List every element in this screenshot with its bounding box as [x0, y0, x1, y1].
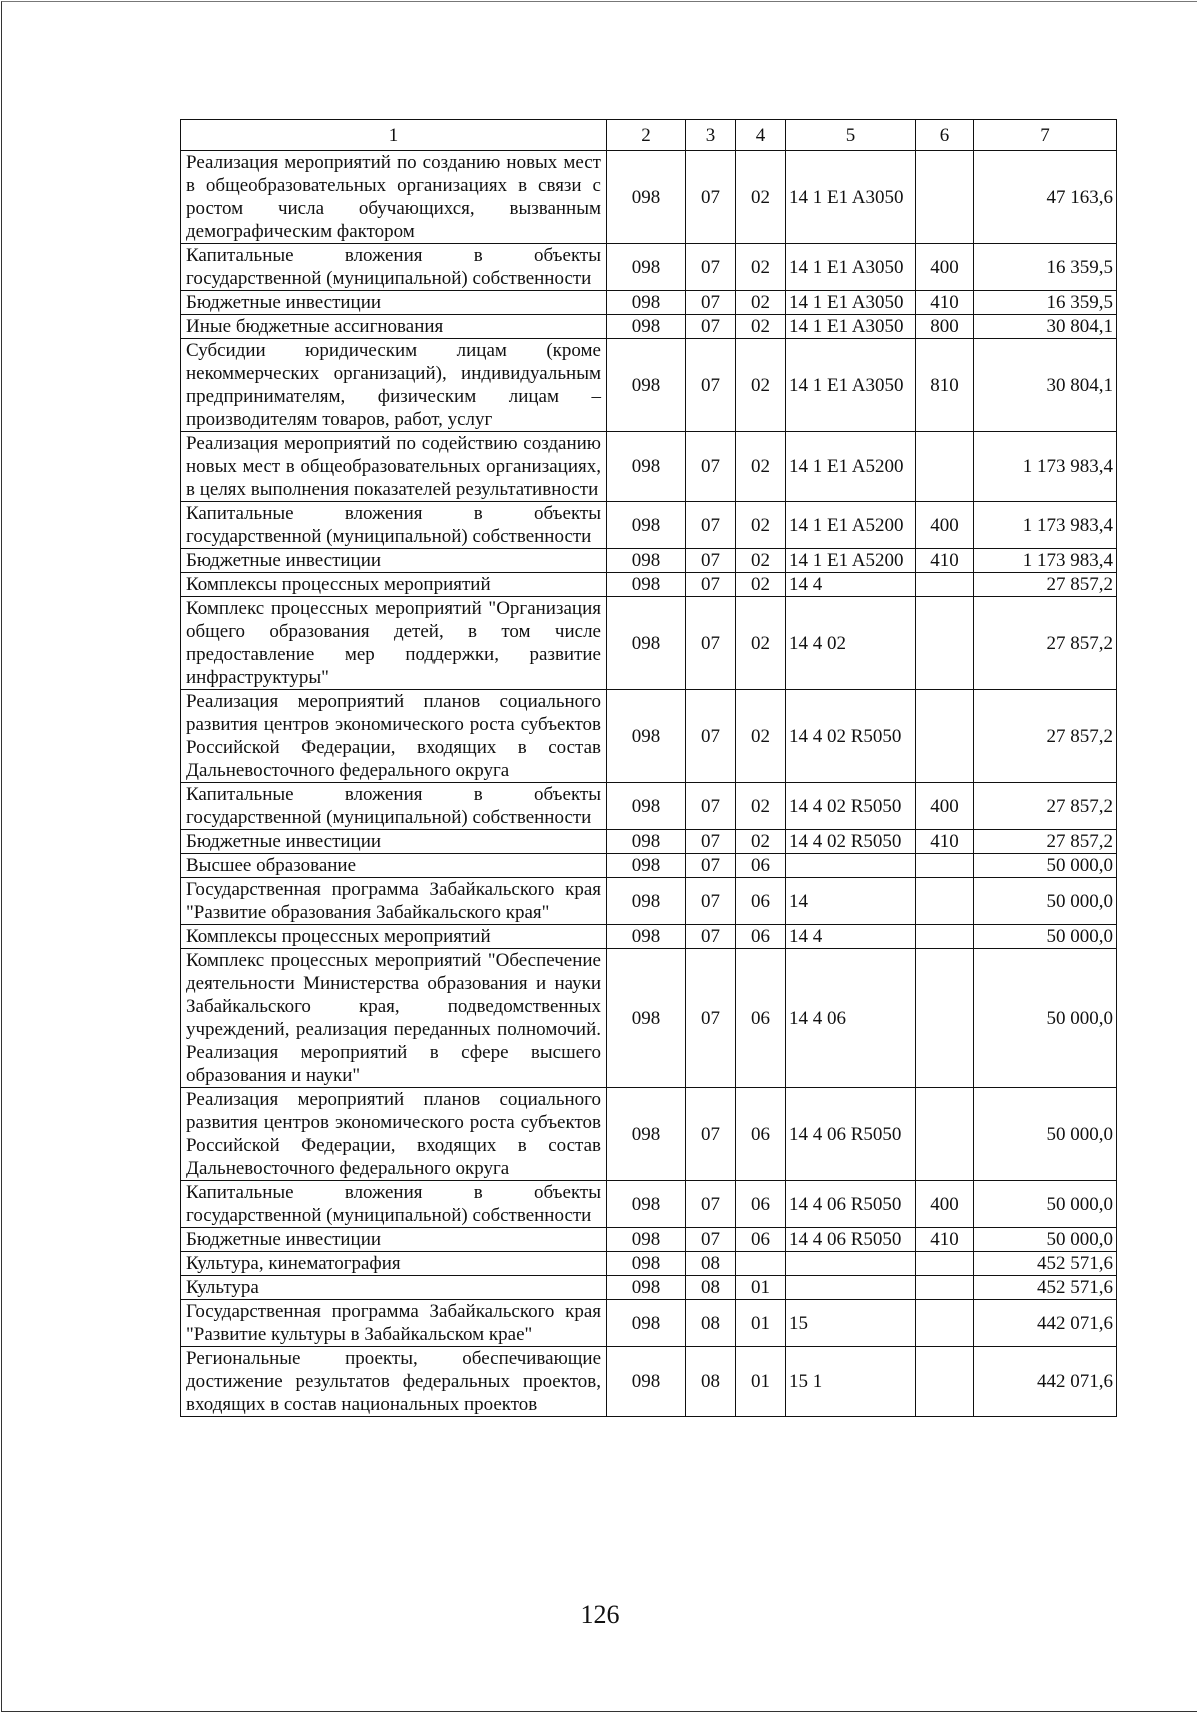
row-name: Комплексы процессных мероприятий	[181, 573, 607, 597]
row-name: Комплексы процессных мероприятий	[181, 925, 607, 949]
row-name: Реализация мероприятий по созданию новых мест в общеобразовательных организациях в связи с ростом числа обучающихся, вызванным демографическим фактором	[181, 151, 607, 244]
row-expense-type	[916, 1276, 974, 1300]
table-row	[181, 1181, 1117, 1228]
row-amount: 452 571,6	[974, 1252, 1117, 1276]
row-ministry-code: 098	[607, 1181, 686, 1228]
row-name: Иные бюджетные ассигнования	[181, 315, 607, 339]
row-subsection-code: 02	[736, 690, 786, 783]
table-row	[181, 1347, 1117, 1417]
row-section-code: 07	[686, 151, 736, 244]
row-expense-type	[916, 854, 974, 878]
row-name: Культура, кинематография	[181, 1252, 607, 1276]
row-name: Бюджетные инвестиции	[181, 291, 607, 315]
row-expense-type	[916, 878, 974, 925]
table-row	[181, 573, 1117, 597]
row-amount: 452 571,6	[974, 1276, 1117, 1300]
table-row	[181, 949, 1117, 1088]
row-ministry-code: 098	[607, 315, 686, 339]
row-amount: 27 857,2	[974, 573, 1117, 597]
row-expense-type	[916, 690, 974, 783]
row-target-article: 14 1 E1 A5200	[786, 502, 916, 549]
row-name: Капитальные вложения в объекты государственной (муниципальной) собственности	[181, 783, 607, 830]
budget-table	[180, 119, 1117, 1417]
row-target-article: 15 1	[786, 1347, 916, 1417]
row-subsection-code: 01	[736, 1300, 786, 1347]
row-amount: 50 000,0	[974, 1228, 1117, 1252]
header-col-3: 3	[686, 120, 736, 151]
row-section-code: 08	[686, 1252, 736, 1276]
row-ministry-code: 098	[607, 690, 686, 783]
row-section-code: 07	[686, 432, 736, 502]
table-row	[181, 1088, 1117, 1181]
row-ministry-code: 098	[607, 1088, 686, 1181]
row-section-code: 07	[686, 1088, 736, 1181]
row-expense-type	[916, 1347, 974, 1417]
row-subsection-code: 06	[736, 949, 786, 1088]
header-col-6: 6	[916, 120, 974, 151]
row-expense-type: 410	[916, 830, 974, 854]
row-expense-type	[916, 432, 974, 502]
row-amount: 1 173 983,4	[974, 502, 1117, 549]
row-target-article	[786, 1252, 916, 1276]
row-name: Капитальные вложения в объекты государственной (муниципальной) собственности	[181, 1181, 607, 1228]
row-subsection-code: 06	[736, 925, 786, 949]
row-expense-type: 400	[916, 244, 974, 291]
row-ministry-code: 098	[607, 573, 686, 597]
row-name: Региональные проекты, обеспечивающие достижение результатов федеральных проектов, входящих в состав национальных проектов	[181, 1347, 607, 1417]
row-ministry-code: 098	[607, 925, 686, 949]
row-amount: 16 359,5	[974, 244, 1117, 291]
row-amount: 27 857,2	[974, 690, 1117, 783]
row-section-code: 07	[686, 1228, 736, 1252]
row-section-code: 07	[686, 690, 736, 783]
row-ministry-code: 098	[607, 502, 686, 549]
page-number: 126	[580, 1600, 620, 1629]
table-row	[181, 1228, 1117, 1252]
row-name: Капитальные вложения в объекты государственной (муниципальной) собственности	[181, 502, 607, 549]
table-row	[181, 151, 1117, 244]
table-row	[181, 783, 1117, 830]
row-subsection-code: 02	[736, 783, 786, 830]
row-target-article: 14 4 06 R5050	[786, 1088, 916, 1181]
row-subsection-code: 02	[736, 573, 786, 597]
row-amount: 442 071,6	[974, 1300, 1117, 1347]
row-ministry-code: 098	[607, 1300, 686, 1347]
row-section-code: 08	[686, 1300, 736, 1347]
row-subsection-code: 02	[736, 597, 786, 690]
row-section-code: 07	[686, 830, 736, 854]
table-row	[181, 854, 1117, 878]
row-amount: 47 163,6	[974, 151, 1117, 244]
row-ministry-code: 098	[607, 783, 686, 830]
row-subsection-code: 02	[736, 502, 786, 549]
row-name: Капитальные вложения в объекты государственной (муниципальной) собственности	[181, 244, 607, 291]
row-ministry-code: 098	[607, 830, 686, 854]
row-expense-type	[916, 1252, 974, 1276]
row-amount: 30 804,1	[974, 315, 1117, 339]
row-section-code: 07	[686, 291, 736, 315]
table-row	[181, 1300, 1117, 1347]
row-ministry-code: 098	[607, 151, 686, 244]
row-target-article: 14 4 02	[786, 597, 916, 690]
row-subsection-code: 06	[736, 1088, 786, 1181]
row-expense-type	[916, 949, 974, 1088]
row-target-article: 14 1 E1 A3050	[786, 244, 916, 291]
row-name: Бюджетные инвестиции	[181, 1228, 607, 1252]
row-section-code: 07	[686, 949, 736, 1088]
row-amount: 50 000,0	[974, 949, 1117, 1088]
row-target-article: 14 4 06 R5050	[786, 1228, 916, 1252]
table-row	[181, 690, 1117, 783]
table-row	[181, 830, 1117, 854]
row-name: Реализация мероприятий планов социального развития центров экономического роста субъектов Российской Федерации, входящих в состав Дальневосточного федерального округа	[181, 1088, 607, 1181]
header-col-1: 1	[181, 120, 607, 151]
table-row	[181, 1252, 1117, 1276]
row-ministry-code: 098	[607, 1228, 686, 1252]
row-subsection-code: 01	[736, 1276, 786, 1300]
row-ministry-code: 098	[607, 949, 686, 1088]
row-subsection-code: 06	[736, 1228, 786, 1252]
table-row	[181, 291, 1117, 315]
row-section-code: 07	[686, 502, 736, 549]
row-ministry-code: 098	[607, 1276, 686, 1300]
row-subsection-code: 02	[736, 830, 786, 854]
row-subsection-code: 02	[736, 244, 786, 291]
row-ministry-code: 098	[607, 1347, 686, 1417]
row-target-article	[786, 854, 916, 878]
row-section-code: 07	[686, 573, 736, 597]
row-target-article: 14 1 E1 A3050	[786, 339, 916, 432]
row-section-code: 07	[686, 244, 736, 291]
row-target-article: 15	[786, 1300, 916, 1347]
row-expense-type	[916, 151, 974, 244]
row-target-article: 14 4 06 R5050	[786, 1181, 916, 1228]
row-target-article: 14 4 06	[786, 949, 916, 1088]
row-expense-type: 410	[916, 1228, 974, 1252]
row-amount: 50 000,0	[974, 1088, 1117, 1181]
header-col-5: 5	[786, 120, 916, 151]
header-row	[181, 120, 1117, 151]
row-section-code: 07	[686, 783, 736, 830]
row-section-code: 07	[686, 925, 736, 949]
row-name: Комплекс процессных мероприятий "Организация общего образования детей, в том числе предоставление мер поддержки, развитие инфраструктуры"	[181, 597, 607, 690]
row-ministry-code: 098	[607, 549, 686, 573]
row-expense-type: 810	[916, 339, 974, 432]
table-row	[181, 315, 1117, 339]
row-target-article: 14 4 02 R5050	[786, 690, 916, 783]
row-amount: 27 857,2	[974, 783, 1117, 830]
row-expense-type: 410	[916, 291, 974, 315]
row-subsection-code: 06	[736, 1181, 786, 1228]
row-subsection-code: 02	[736, 315, 786, 339]
row-section-code: 07	[686, 597, 736, 690]
row-target-article: 14 1 E1 A5200	[786, 549, 916, 573]
row-section-code: 08	[686, 1347, 736, 1417]
row-amount: 50 000,0	[974, 925, 1117, 949]
row-ministry-code: 098	[607, 854, 686, 878]
row-amount: 50 000,0	[974, 878, 1117, 925]
row-subsection-code: 01	[736, 1347, 786, 1417]
row-subsection-code: 06	[736, 854, 786, 878]
row-amount: 27 857,2	[974, 597, 1117, 690]
row-expense-type: 410	[916, 549, 974, 573]
row-section-code: 08	[686, 1276, 736, 1300]
row-target-article: 14	[786, 878, 916, 925]
row-name: Комплекс процессных мероприятий "Обеспечение деятельности Министерства образования и науки Забайкальского края, подведомственных учреждений, реализация переданных полномочий. Реализация мероприятий в сфере высшего образования и науки"	[181, 949, 607, 1088]
row-target-article: 14 1 E1 A3050	[786, 291, 916, 315]
table-row	[181, 1276, 1117, 1300]
header-col-2: 2	[607, 120, 686, 151]
row-target-article: 14 1 E1 A3050	[786, 151, 916, 244]
row-subsection-code: 02	[736, 151, 786, 244]
row-expense-type	[916, 1300, 974, 1347]
row-section-code: 07	[686, 549, 736, 573]
table-row	[181, 549, 1117, 573]
row-name: Реализация мероприятий по содействию созданию новых мест в общеобразовательных организациях, в целях выполнения показателей результативности	[181, 432, 607, 502]
row-expense-type: 400	[916, 502, 974, 549]
row-section-code: 07	[686, 339, 736, 432]
table-row	[181, 925, 1117, 949]
row-section-code: 07	[686, 854, 736, 878]
row-target-article	[786, 1276, 916, 1300]
row-expense-type	[916, 925, 974, 949]
row-expense-type: 400	[916, 1181, 974, 1228]
row-expense-type	[916, 573, 974, 597]
row-expense-type: 400	[916, 783, 974, 830]
row-name: Культура	[181, 1276, 607, 1300]
row-target-article: 14 1 E1 A3050	[786, 315, 916, 339]
row-amount: 16 359,5	[974, 291, 1117, 315]
row-amount: 27 857,2	[974, 830, 1117, 854]
row-target-article: 14 4 02 R5050	[786, 830, 916, 854]
row-name: Государственная программа Забайкальского края "Развитие культуры в Забайкальском крае"	[181, 1300, 607, 1347]
row-amount: 50 000,0	[974, 854, 1117, 878]
row-amount: 1 173 983,4	[974, 549, 1117, 573]
row-expense-type: 800	[916, 315, 974, 339]
row-subsection-code: 02	[736, 291, 786, 315]
row-name: Субсидии юридическим лицам (кроме некоммерческих организаций), индивидуальным предпринимателям, физическим лицам – производителям товаров, работ, услуг	[181, 339, 607, 432]
row-ministry-code: 098	[607, 291, 686, 315]
row-amount: 1 173 983,4	[974, 432, 1117, 502]
table-row	[181, 597, 1117, 690]
row-amount: 30 804,1	[974, 339, 1117, 432]
row-section-code: 07	[686, 878, 736, 925]
row-ministry-code: 098	[607, 432, 686, 502]
row-name: Бюджетные инвестиции	[181, 830, 607, 854]
header-col-7: 7	[974, 120, 1117, 151]
row-ministry-code: 098	[607, 339, 686, 432]
row-subsection-code: 02	[736, 339, 786, 432]
row-section-code: 07	[686, 315, 736, 339]
row-target-article: 14 1 E1 A5200	[786, 432, 916, 502]
table-row	[181, 244, 1117, 291]
row-subsection-code: 02	[736, 432, 786, 502]
row-ministry-code: 098	[607, 878, 686, 925]
row-target-article: 14 4	[786, 925, 916, 949]
table-row	[181, 432, 1117, 502]
row-subsection-code: 06	[736, 878, 786, 925]
table-row	[181, 878, 1117, 925]
row-ministry-code: 098	[607, 597, 686, 690]
row-name: Государственная программа Забайкальского края "Развитие образования Забайкальского края"	[181, 878, 607, 925]
row-ministry-code: 098	[607, 1252, 686, 1276]
row-subsection-code	[736, 1252, 786, 1276]
row-ministry-code: 098	[607, 244, 686, 291]
row-amount: 442 071,6	[974, 1347, 1117, 1417]
table-row	[181, 502, 1117, 549]
row-expense-type	[916, 1088, 974, 1181]
row-name: Высшее образование	[181, 854, 607, 878]
row-target-article: 14 4 02 R5050	[786, 783, 916, 830]
row-section-code: 07	[686, 1181, 736, 1228]
table-row	[181, 339, 1117, 432]
row-amount: 50 000,0	[974, 1181, 1117, 1228]
header-col-4: 4	[736, 120, 786, 151]
row-target-article: 14 4	[786, 573, 916, 597]
row-name: Бюджетные инвестиции	[181, 549, 607, 573]
row-name: Реализация мероприятий планов социального развития центров экономического роста субъектов Российской Федерации, входящих в состав Дальневосточного федерального округа	[181, 690, 607, 783]
row-expense-type	[916, 597, 974, 690]
row-subsection-code: 02	[736, 549, 786, 573]
